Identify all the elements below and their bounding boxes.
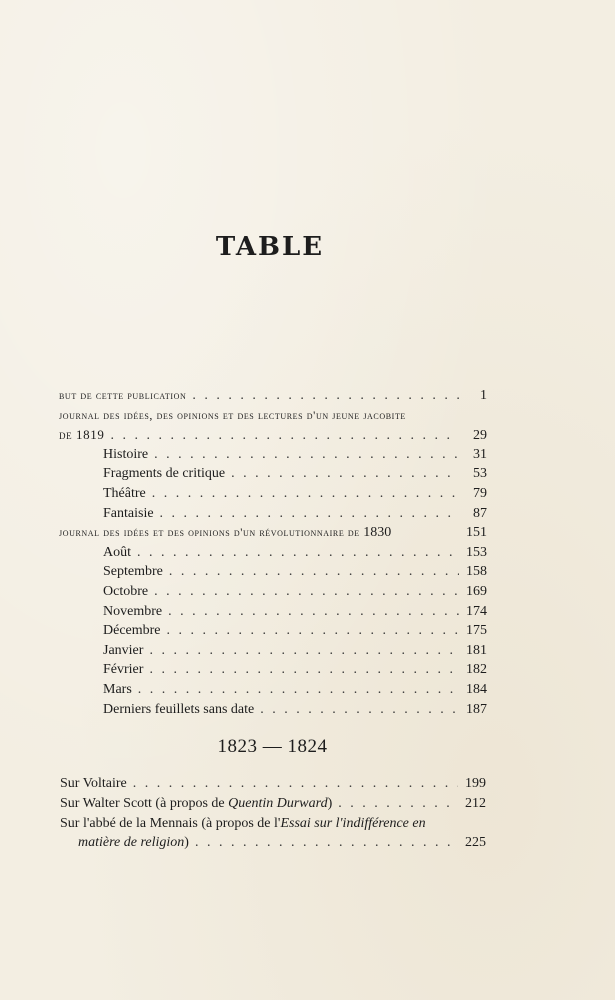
toc-entry xyxy=(59,406,487,426)
toc-entry xyxy=(60,774,486,794)
toc-entry-label: Sur Walter Scott (à propos de xyxy=(60,795,229,811)
toc-entry-page: 169 xyxy=(466,583,487,599)
toc-entry-page: 87 xyxy=(473,505,487,521)
toc-entry-page: 175 xyxy=(466,623,487,639)
toc-entry-italic-title: matière de religion xyxy=(78,835,185,851)
toc-entry-label-suffix: ) xyxy=(327,795,333,811)
toc-entry-page: 174 xyxy=(466,603,487,619)
toc-entry-label-suffix: ) xyxy=(184,835,189,851)
toc-entry-label: Décembre xyxy=(103,623,161,639)
toc-entry xyxy=(60,833,486,853)
toc-entry xyxy=(59,523,487,543)
dot-leader xyxy=(160,504,459,524)
toc-entry-label: de 1819 xyxy=(59,427,105,443)
toc-entry xyxy=(59,543,487,563)
toc-entry-label-group xyxy=(60,794,332,814)
dot-leader xyxy=(149,660,459,680)
toc-entry-label: but de cette publication xyxy=(59,388,187,402)
section-heading: 1823 — 1824 xyxy=(217,736,328,757)
toc-entry xyxy=(59,700,487,720)
toc-entry xyxy=(60,794,486,814)
toc-entry-page: 212 xyxy=(465,795,486,811)
toc-entry-label: Janvier xyxy=(103,642,144,658)
toc-entry-label: Novembre xyxy=(103,603,163,619)
toc-entry-italic-title: Quentin Durward xyxy=(228,795,328,811)
toc-entry-label: Théâtre xyxy=(103,485,146,501)
toc-entry-label: Sur l'abbé de la Mennais (à propos de l' xyxy=(60,815,281,831)
toc-entry-page: 79 xyxy=(473,485,487,501)
toc-entry-page: 158 xyxy=(466,564,487,580)
toc-entry-label: Août xyxy=(103,544,131,560)
toc-entry-page: 31 xyxy=(473,446,487,462)
toc-entry xyxy=(59,445,487,465)
dot-leader xyxy=(138,680,459,700)
toc-entry-label: Derniers feuillets sans date xyxy=(103,701,255,717)
toc-entry xyxy=(59,386,487,406)
toc-entry-italic-title: Essai sur l'indifférence en xyxy=(280,815,426,831)
toc-entry-year: 1830 xyxy=(363,525,392,541)
toc-entry-label: Histoire xyxy=(103,446,149,462)
toc-entry xyxy=(59,680,487,700)
dot-leader xyxy=(152,484,459,504)
dot-leader xyxy=(231,464,459,484)
toc-entry xyxy=(59,641,487,661)
toc-entry-page: 53 xyxy=(473,466,487,482)
toc-entry-page: 151 xyxy=(466,525,487,541)
dot-leader xyxy=(167,621,459,641)
toc-entry-label-group xyxy=(78,833,189,853)
dot-leader xyxy=(192,386,459,406)
dot-leader xyxy=(338,794,458,814)
toc-entry-label-group xyxy=(59,523,391,543)
page-title: TABLE xyxy=(215,232,325,262)
toc-entry-label: Mars xyxy=(103,681,132,697)
dot-leader xyxy=(110,426,459,446)
dot-leader xyxy=(169,562,459,582)
toc-entry xyxy=(59,582,487,602)
dot-leader xyxy=(149,641,459,661)
toc-entry xyxy=(59,464,487,484)
articles-list xyxy=(60,774,486,853)
toc-entry xyxy=(60,814,486,834)
toc-entry-label: Septembre xyxy=(103,564,163,580)
dot-leader xyxy=(260,700,459,720)
dot-leader xyxy=(195,833,458,853)
toc-entry-label: Février xyxy=(103,662,144,678)
toc-entry-label: journal des idées et des opinions d'un révolutionnaire de xyxy=(59,525,360,540)
toc-entry-label: journal des idées, des opinions et des lectures d'un jeune jacobite xyxy=(59,407,406,422)
toc-entry-page: 184 xyxy=(466,681,487,697)
toc-entry xyxy=(59,484,487,504)
toc-entry xyxy=(59,660,487,680)
dot-leader xyxy=(154,445,459,465)
toc-entry-page: 199 xyxy=(465,776,486,791)
toc-entry-page: 1 xyxy=(480,388,487,403)
dot-leader xyxy=(137,543,459,563)
toc-entry xyxy=(59,602,487,622)
table-of-contents xyxy=(59,386,487,719)
toc-entry-label: Fragments de critique xyxy=(103,466,226,482)
toc-entry xyxy=(59,562,487,582)
toc-entry-page: 181 xyxy=(466,642,487,658)
toc-entry xyxy=(59,425,487,445)
toc-entry-page: 29 xyxy=(473,428,487,444)
toc-entry-label: Sur Voltaire xyxy=(60,776,127,791)
toc-entry-page: 182 xyxy=(466,662,487,678)
toc-entry-page: 225 xyxy=(465,835,486,851)
dot-leader xyxy=(133,774,458,794)
dot-leader xyxy=(168,602,459,622)
toc-entry-page: 153 xyxy=(466,544,487,560)
toc-entry-page: 187 xyxy=(466,701,487,717)
toc-entry xyxy=(59,621,487,641)
toc-entry-label: Octobre xyxy=(103,583,149,599)
dot-leader xyxy=(154,582,459,602)
toc-entry-label: Fantaisie xyxy=(103,505,154,521)
toc-entry xyxy=(59,504,487,524)
